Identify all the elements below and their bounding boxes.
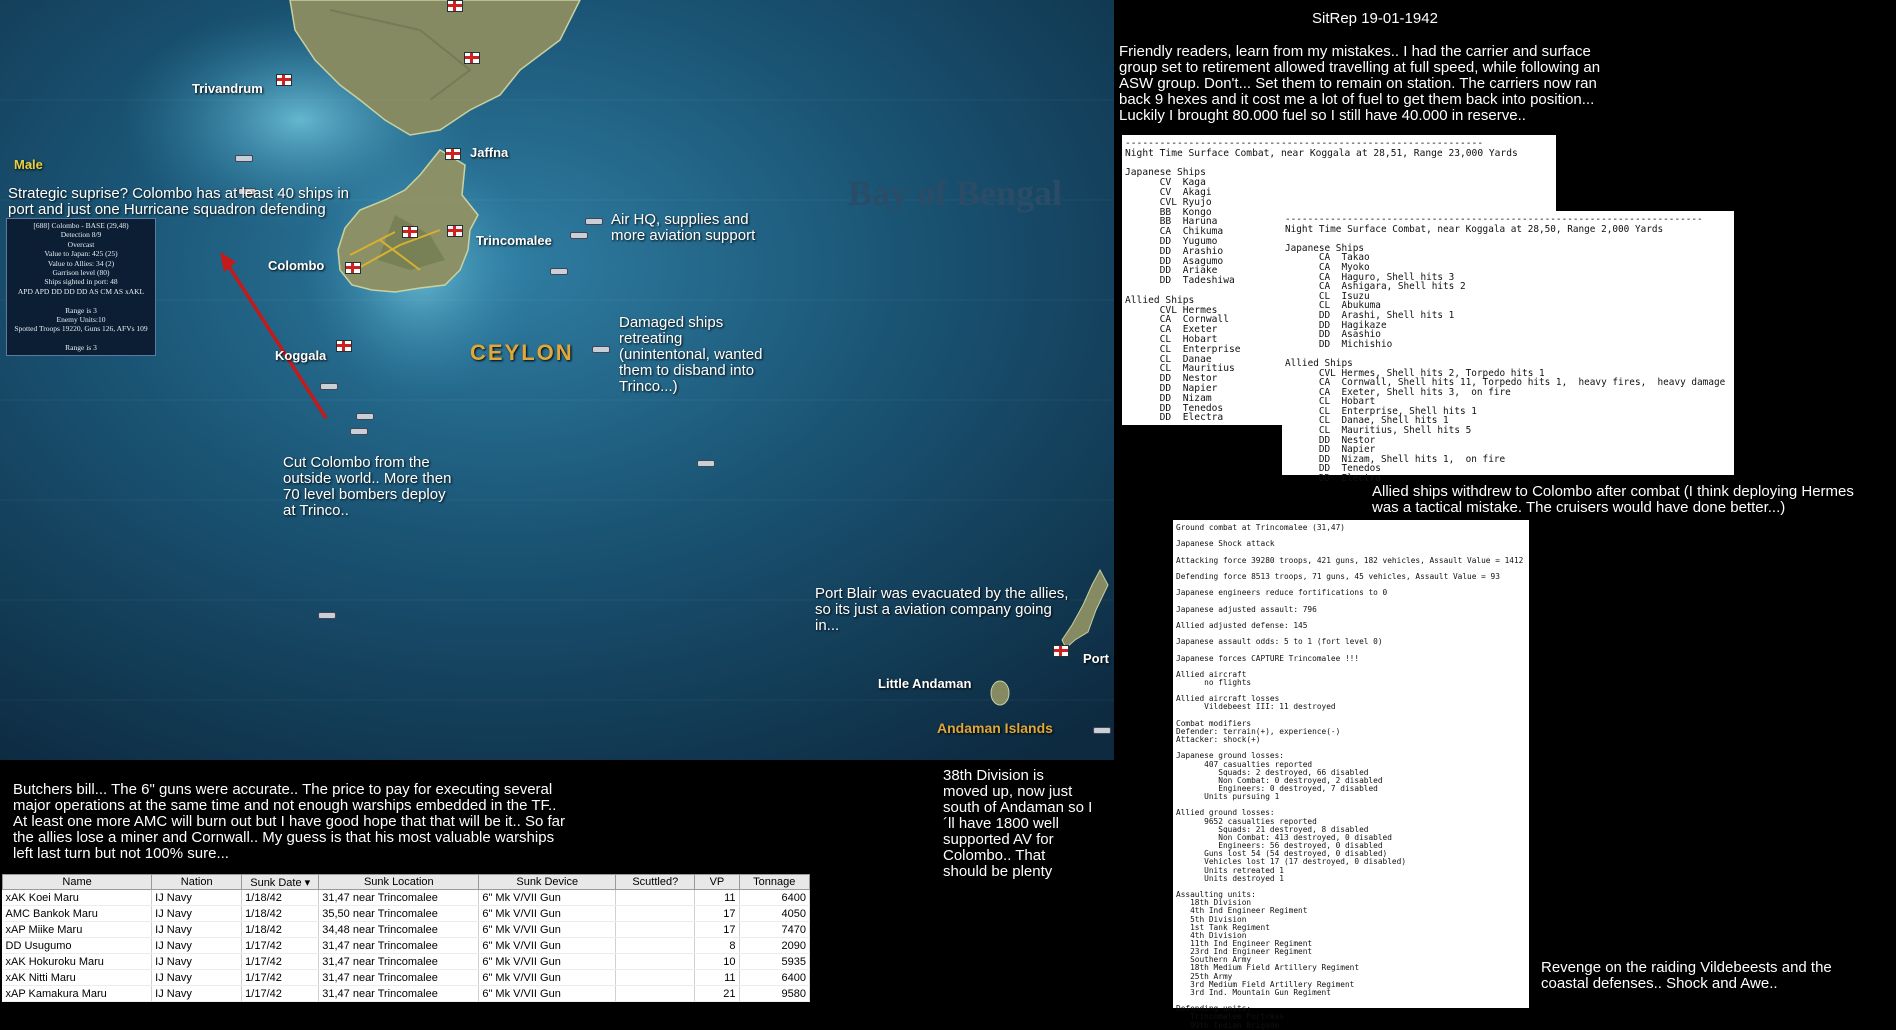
table-row[interactable] [3, 938, 810, 954]
allied-flag-icon[interactable] [447, 0, 463, 12]
annotation-revenge: Revenge on the raiding Vildebeests and the coastal defenses.. Shock and Awe.. [1541, 959, 1832, 992]
ship-icon[interactable] [318, 612, 336, 619]
table-cell: 9580 [739, 986, 809, 1002]
column-header[interactable]: Scuttled? [616, 875, 695, 890]
sitrep-title: SitRep 19-01-1942 [1312, 10, 1438, 27]
table-row[interactable] [3, 954, 810, 970]
sunk-ships-table[interactable] [2, 874, 810, 1002]
ship-icon[interactable] [697, 460, 715, 467]
table-cell: 6" Mk V/VII Gun [479, 954, 616, 970]
ship-icon[interactable] [320, 383, 338, 390]
base-info-line: Ships sighted in port: 48 [44, 277, 118, 287]
annotation-cut-colombo: Cut Colombo from the outside world.. More then 70 level bombers deploy at Trinco.. [283, 454, 452, 519]
ship-icon[interactable] [550, 268, 568, 275]
region-bay-of-bengal: Bay of Bengal [848, 173, 1063, 213]
place-andaman-islands: Andaman Islands [937, 720, 1053, 736]
place-port-blair[interactable]: Port [1083, 651, 1109, 666]
ship-icon[interactable] [235, 155, 253, 162]
table-cell: 31,47 near Trincomalee [319, 938, 479, 954]
annotation-damaged-ships: Damaged ships retreating (unintentonal, wanted them to disband into Trinco...) [619, 314, 763, 395]
table-cell: 1/18/42 [242, 906, 319, 922]
table-cell: xAK Nitti Maru [3, 970, 152, 986]
table-row[interactable] [3, 922, 810, 938]
base-info-line: Detection 8/9 [60, 230, 102, 240]
annotation-butchers-bill: Butchers bill... The 6" guns were accurate.. The price to pay for executing several major operations at the same time and not enough warships embedded in the TF.. At least one more AMC will burn out but I have good hope that that will be it.. So far the allies lose a miner and Cornwall.. My guess is that his most valuable warships left last turn but not 100% sure... [13, 781, 565, 862]
column-header[interactable]: Nation [152, 875, 242, 890]
place-jaffna[interactable]: Jaffna [470, 145, 509, 160]
table-cell [616, 970, 695, 986]
table-cell: IJ Navy [152, 906, 242, 922]
column-header[interactable]: Sunk Date ▾ [242, 875, 319, 890]
allied-flag-icon[interactable] [276, 74, 292, 86]
table-cell: 17 [695, 906, 739, 922]
table-cell: 1/17/42 [242, 986, 319, 1002]
table-cell: 6400 [739, 970, 809, 986]
base-info-line: [688] Colombo - BASE (29,48) [33, 221, 129, 230]
place-colombo[interactable]: Colombo [268, 258, 325, 273]
table-cell: 5935 [739, 954, 809, 970]
table-cell: IJ Navy [152, 922, 242, 938]
allied-flag-icon[interactable] [336, 340, 352, 352]
base-info-line: APD APD DD DD DD AS CM AS xAKL [17, 286, 145, 296]
japanese-flag-icon[interactable] [447, 225, 463, 237]
table-cell: AMC Bankok Maru [3, 906, 152, 922]
allied-flag-icon[interactable] [445, 148, 461, 160]
table-cell: 6400 [739, 890, 809, 906]
ship-icon[interactable] [585, 218, 603, 225]
base-info-line: Value to Allies: 34 (2) [47, 258, 115, 268]
table-cell: 2090 [739, 938, 809, 954]
annotation-air-hq: Air HQ, supplies and more aviation support [611, 211, 756, 244]
ship-icon[interactable] [350, 428, 368, 435]
base-info-line [7, 296, 155, 305]
table-cell: 31,47 near Trincomalee [319, 890, 479, 906]
table-cell [616, 922, 695, 938]
table-cell: 7470 [739, 922, 809, 938]
map-terrain [0, 0, 1114, 760]
column-header[interactable]: Tonnage [739, 875, 809, 890]
table-row[interactable] [3, 970, 810, 986]
table-cell: 1/18/42 [242, 922, 319, 938]
table-cell [616, 890, 695, 906]
annotation-port-blair: Port Blair was evacuated by the allies, so its just a aviation company going in... [815, 585, 1069, 634]
base-info-line: Range is 3 [65, 305, 97, 315]
column-header[interactable]: Sunk Location [319, 875, 479, 890]
base-info-line: Enemy Units:10 [56, 315, 106, 325]
place-trivandrum[interactable]: Trivandrum [192, 81, 263, 96]
table-cell: 1/17/42 [242, 938, 319, 954]
annotation-allied-withdrew: Allied ships withdrew to Colombo after combat (I think deploying Hermes was a tactical mistake. The cruisers would have done better...) [1372, 483, 1854, 516]
table-cell: 1/17/42 [242, 954, 319, 970]
ground-combat-log: Ground combat at Trincomalee (31,47) Japanese Shock attack Attacking force 39280 troops, 421 guns, 182 vehicles, Assault Value = 1412 Defending force 8513 troops, 71 guns, 45 vehicles, Assault Value = 93 Japanese engineers reduce fortifications to 0 Japanese adjusted assault: 796 Allied adjusted defense: 145 Japanese assault odds: 5 to 1 (fort level 0) Japanese forces CAPTURE Trincomalee !!! Allied aircraft no flights Allied aircraft losses Vildebeest III: 11 destroyed Combat modifiers Defender: terrain(+), experience(-) Attacker: shock(+) Japanese ground losses: 407 casualties reported Squads: 2 destroyed, 66 disabled Non Combat: 0 destroyed, 2 disabled Engineers: 0 destroyed, 7 disabled Units pursuing 1 Allied ground losses: 9652 casualties reported Squads: 21 destroyed, 8 disabled Non Combat: 413 destroyed, 0 disabled Engineers: 56 destroyed, 0 disabled Guns lost 54 (54 destroyed, 0 disabled) Vehicles lost 17 (17 destroyed, 0 disabled) Units retreated 1 Units destroyed 1 Assaulting units: 18th Division 4th Ind Engineer Regiment 5th Division 1st Tank Regiment 4th Division 11th Ind Engineer Regiment 23rd Ind Engineer Regiment Southern Army 18th Medium Field Artillery Regiment 25th Army 3rd Medium Field Artillery Regiment 3rd Ind. Mountain Gun Regiment Defending units: Trincomalee Fortress 99th Indian Brigade [1173, 520, 1529, 1008]
ship-icon[interactable] [356, 413, 374, 420]
table-cell: 1/17/42 [242, 970, 319, 986]
table-cell: 4050 [739, 906, 809, 922]
table-cell: 34,48 near Trincomalee [319, 922, 479, 938]
surface-combat-log-2: -------------------------------------------------------------------------- Night Time Surface Combat, near Koggala at 28,50, Range 2,000 Yards Japanese Ships CA Takao CA Myoko CA Haguro, Shell hits 3 CA Ashigara, Shell hits 2 CL Isuzu CL Abukuma DD Arashi, Shell hits 1 DD Hagikaze DD Asashio DD Michishio Allied Ships CVL Hermes, Shell hits 2, Torpedo hits 1 CA Cornwall, Shell hits 11, Torpedo hits 1, heavy fires, heavy damage CA Exeter, Shell hits 3, on fire CL Hobart CL Enterprise, Shell hits 1 CL Danae, Shell hits 1 CL Mauritius, Shell hits 5 DD Nestor DD Napier DD Nizam, Shell hits 1, on fire DD Tenedos DD Electra [1282, 211, 1734, 475]
table-cell: IJ Navy [152, 986, 242, 1002]
table-cell: xAP Miike Maru [3, 922, 152, 938]
place-koggala[interactable]: Koggala [275, 348, 327, 363]
region-ceylon: CEYLON [470, 340, 574, 365]
place-little-andaman[interactable]: Little Andaman [878, 676, 972, 691]
table-cell: 6" Mk V/VII Gun [479, 986, 616, 1002]
table-row[interactable] [3, 890, 810, 906]
table-cell: xAK Hokuroku Maru [3, 954, 152, 970]
surface-combat-log-1: -------------------------------------------------------------- Night Time Surface Combat, near Koggala at 28,51, Range 23,000 Yards Japanese Ships CV Kaga CV Akagi CVL Ryujo BB Kongo BB Haruna CA Chikuma DD Yugumo DD Arashio DD Asagumo DD Ariake DD Tadeshiwa Allied Ships CVL Hermes CA Cornwall CA Exeter CL Hobart CL Enterprise CL Danae CL Mauritius DD Nestor DD Napier DD Nizam DD Tenedos DD Electra [1122, 135, 1556, 425]
table-cell: 17 [695, 922, 739, 938]
table-cell [616, 954, 695, 970]
ship-icon[interactable] [592, 346, 610, 353]
base-info-line [7, 334, 155, 343]
sitrep-intro: Friendly readers, learn from my mistakes.. I had the carrier and surface group set to retirement allowed travelling at full speed, while following an ASW group. Don't... Set them to remain on station. The carriers now ran back 9 hexes and it cost me a lot of fuel to get them back into position... Luckily I brought 80.000 fuel so I still have 40.000 in reserve.. [1119, 43, 1601, 124]
table-cell: 8 [695, 938, 739, 954]
table-cell: 11 [695, 890, 739, 906]
allied-flag-icon[interactable] [402, 226, 418, 238]
table-cell: 6" Mk V/VII Gun [479, 906, 616, 922]
base-info-line: Overcast [67, 239, 95, 249]
table-cell: 31,47 near Trincomalee [319, 970, 479, 986]
column-header[interactable]: VP [695, 875, 739, 890]
table-cell [616, 986, 695, 1002]
table-cell: xAK Koei Maru [3, 890, 152, 906]
table-cell: 31,47 near Trincomalee [319, 954, 479, 970]
table-cell: xAP Kamakura Maru [3, 986, 152, 1002]
table-cell: 6" Mk V/VII Gun [479, 938, 616, 954]
annotation-38th-division: 38th Division is moved up, now just south of Andaman so I´ll have 1800 well supported AV for Colombo.. That should be plenty [943, 767, 1093, 880]
allied-flag-icon[interactable] [1053, 645, 1069, 657]
table-cell: IJ Navy [152, 954, 242, 970]
place-male[interactable]: Male [14, 157, 43, 172]
table-cell: DD Usugumo [3, 938, 152, 954]
allied-flag-icon[interactable] [345, 262, 361, 274]
annotation-strategic-surprise: Strategic suprise? Colombo has at least 40 ships in port and just one Hurricane squadron defending [8, 185, 350, 218]
base-info-line: Range is 3 [65, 343, 97, 353]
table-row[interactable] [3, 986, 810, 1002]
base-info-line: Value to Japan: 425 (25) [44, 249, 118, 259]
table-cell: 35,50 near Trincomalee [319, 906, 479, 922]
place-trincomalee[interactable]: Trincomalee [476, 233, 552, 248]
table-cell: IJ Navy [152, 970, 242, 986]
table-cell: 10 [695, 954, 739, 970]
table-header-row [3, 875, 810, 890]
ship-icon[interactable] [570, 232, 588, 239]
little-andaman-island [991, 681, 1009, 705]
base-info-line: Garrison level (80) [52, 268, 110, 278]
table-cell: 6" Mk V/VII Gun [479, 970, 616, 986]
table-cell: 11 [695, 970, 739, 986]
table-cell [616, 938, 695, 954]
base-info-tooltip [6, 218, 156, 356]
table-cell [616, 906, 695, 922]
table-cell: 6" Mk V/VII Gun [479, 890, 616, 906]
base-info-line: Spotted Troops 19220, Guns 126, AFVs 109 [14, 324, 148, 334]
game-map[interactable] [0, 0, 1114, 760]
table-cell: IJ Navy [152, 890, 242, 906]
column-header[interactable]: Sunk Device [479, 875, 616, 890]
ship-icon[interactable] [1093, 727, 1111, 734]
allied-flag-icon[interactable] [464, 52, 480, 64]
table-cell: 21 [695, 986, 739, 1002]
table-cell: IJ Navy [152, 938, 242, 954]
column-header[interactable]: Name [3, 875, 152, 890]
table-cell: 1/18/42 [242, 890, 319, 906]
table-cell: 31,47 near Trincomalee [319, 986, 479, 1002]
table-cell: 6" Mk V/VII Gun [479, 922, 616, 938]
table-row[interactable] [3, 906, 810, 922]
